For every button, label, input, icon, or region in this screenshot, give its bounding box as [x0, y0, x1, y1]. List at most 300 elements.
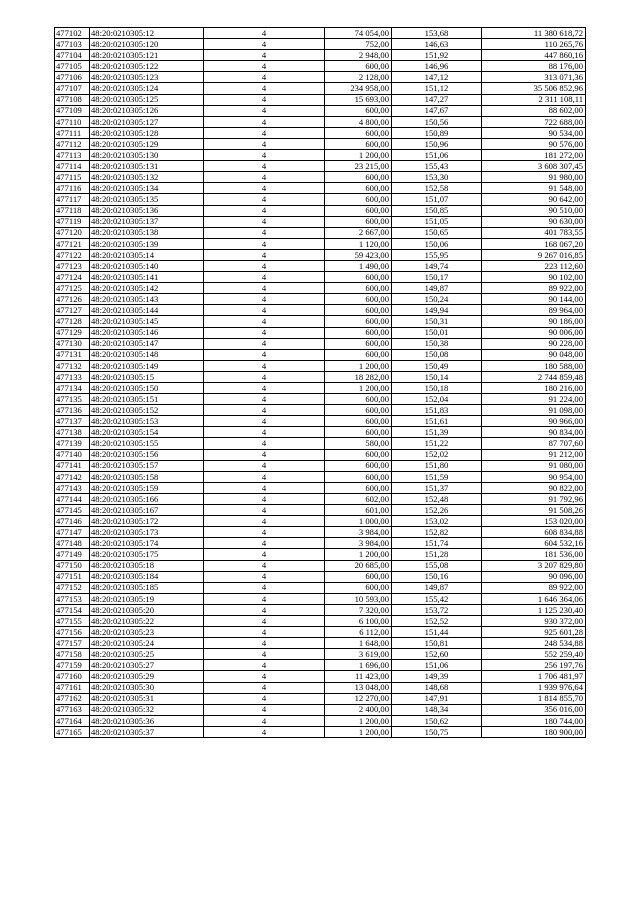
group-number-cell: 4	[204, 360, 325, 371]
cadastral-number-cell: 48:20:0210305:19	[90, 593, 204, 604]
group-number-cell: 4	[204, 627, 325, 638]
cadastral-number-cell: 48:20:0210305:36	[90, 715, 204, 726]
group-number-cell: 4	[204, 172, 325, 183]
cadastral-value-cell: 608 834,88	[482, 527, 586, 538]
group-number-cell: 4	[204, 283, 325, 294]
area-cell: 600,00	[325, 172, 392, 183]
row-id-cell: 477119	[55, 216, 90, 227]
table-row	[55, 360, 586, 371]
cadastral-value-cell: 2 311 108,11	[482, 94, 586, 105]
row-id-cell: 477113	[55, 150, 90, 161]
table-row	[55, 704, 586, 715]
group-number-cell: 4	[204, 682, 325, 693]
group-number-cell: 4	[204, 116, 325, 127]
specific-value-cell: 152,04	[392, 394, 482, 405]
cadastral-value-cell: 1 706 481,97	[482, 671, 586, 682]
area-cell: 15 693,00	[325, 94, 392, 105]
cadastral-number-cell: 48:20:0210305:152	[90, 405, 204, 416]
row-id-cell: 477146	[55, 516, 90, 527]
group-number-cell: 4	[204, 238, 325, 249]
group-number-cell: 4	[204, 505, 325, 516]
table-row	[55, 615, 586, 626]
cadastral-value-cell: 181 272,00	[482, 150, 586, 161]
cadastral-value-cell: 91 080,00	[482, 460, 586, 471]
cadastral-number-cell: 48:20:0210305:129	[90, 138, 204, 149]
cadastral-number-cell: 48:20:0210305:139	[90, 238, 204, 249]
cadastral-value-table	[54, 27, 586, 738]
table-row	[55, 715, 586, 726]
cadastral-number-cell: 48:20:0210305:23	[90, 627, 204, 638]
row-id-cell: 477130	[55, 338, 90, 349]
table-row	[55, 272, 586, 283]
specific-value-cell: 151,80	[392, 460, 482, 471]
cadastral-value-cell: 90 534,00	[482, 127, 586, 138]
cadastral-value-cell: 88 176,00	[482, 61, 586, 72]
row-id-cell: 477125	[55, 283, 90, 294]
cadastral-number-cell: 48:20:0210305:146	[90, 327, 204, 338]
cadastral-number-cell: 48:20:0210305:143	[90, 294, 204, 305]
cadastral-number-cell: 48:20:0210305:24	[90, 638, 204, 649]
group-number-cell: 4	[204, 383, 325, 394]
group-number-cell: 4	[204, 671, 325, 682]
cadastral-number-cell: 48:20:0210305:142	[90, 283, 204, 294]
area-cell: 752,00	[325, 39, 392, 50]
group-number-cell: 4	[204, 249, 325, 260]
cadastral-number-cell: 48:20:0210305:154	[90, 427, 204, 438]
row-id-cell: 477126	[55, 294, 90, 305]
cadastral-value-cell: 1 814 855,70	[482, 693, 586, 704]
row-id-cell: 477162	[55, 693, 90, 704]
table-row	[55, 94, 586, 105]
cadastral-number-cell: 48:20:0210305:12	[90, 28, 204, 39]
cadastral-number-cell: 48:20:0210305:37	[90, 726, 204, 737]
cadastral-value-cell: 90 630,00	[482, 216, 586, 227]
group-number-cell: 4	[204, 482, 325, 493]
cadastral-value-cell: 90 966,00	[482, 416, 586, 427]
row-id-cell: 477115	[55, 172, 90, 183]
cadastral-value-cell: 90 834,00	[482, 427, 586, 438]
specific-value-cell: 151,06	[392, 660, 482, 671]
specific-value-cell: 155,43	[392, 161, 482, 172]
specific-value-cell: 151,83	[392, 405, 482, 416]
cadastral-value-cell: 90 006,00	[482, 327, 586, 338]
cadastral-value-cell: 91 508,26	[482, 505, 586, 516]
specific-value-cell: 152,58	[392, 183, 482, 194]
cadastral-value-cell: 90 642,00	[482, 194, 586, 205]
table-row	[55, 349, 586, 360]
specific-value-cell: 153,02	[392, 516, 482, 527]
cadastral-number-cell: 48:20:0210305:125	[90, 94, 204, 105]
specific-value-cell: 150,89	[392, 127, 482, 138]
table-row	[55, 571, 586, 582]
group-number-cell: 4	[204, 338, 325, 349]
cadastral-value-cell: 89 964,00	[482, 305, 586, 316]
cadastral-value-cell: 1 646 364,06	[482, 593, 586, 604]
cadastral-number-cell: 48:20:0210305:134	[90, 183, 204, 194]
cadastral-value-cell: 90 186,00	[482, 316, 586, 327]
table-row	[55, 726, 586, 737]
group-number-cell: 4	[204, 272, 325, 283]
cadastral-value-cell: 88 602,00	[482, 105, 586, 116]
specific-value-cell: 149,39	[392, 671, 482, 682]
cadastral-value-cell: 90 510,00	[482, 205, 586, 216]
specific-value-cell: 155,08	[392, 560, 482, 571]
row-id-cell: 477155	[55, 615, 90, 626]
specific-value-cell: 152,26	[392, 505, 482, 516]
cadastral-value-cell: 90 228,00	[482, 338, 586, 349]
cadastral-value-cell: 91 224,00	[482, 394, 586, 405]
specific-value-cell: 149,74	[392, 260, 482, 271]
cadastral-value-cell: 90 096,00	[482, 571, 586, 582]
specific-value-cell: 151,28	[392, 549, 482, 560]
group-number-cell: 4	[204, 105, 325, 116]
row-id-cell: 477106	[55, 72, 90, 83]
area-cell: 600,00	[325, 316, 392, 327]
row-id-cell: 477156	[55, 627, 90, 638]
cadastral-number-cell: 48:20:0210305:27	[90, 660, 204, 671]
table-row	[55, 216, 586, 227]
specific-value-cell: 150,49	[392, 360, 482, 371]
cadastral-number-cell: 48:20:0210305:15	[90, 371, 204, 382]
area-cell: 13 048,00	[325, 682, 392, 693]
cadastral-value-cell: 90 048,00	[482, 349, 586, 360]
cadastral-number-cell: 48:20:0210305:153	[90, 416, 204, 427]
group-number-cell: 4	[204, 615, 325, 626]
table-row	[55, 205, 586, 216]
area-cell: 580,00	[325, 438, 392, 449]
row-id-cell: 477145	[55, 505, 90, 516]
area-cell: 7 320,00	[325, 604, 392, 615]
specific-value-cell: 148,34	[392, 704, 482, 715]
cadastral-value-cell: 110 265,76	[482, 39, 586, 50]
table-row	[55, 505, 586, 516]
specific-value-cell: 155,42	[392, 593, 482, 604]
specific-value-cell: 153,72	[392, 604, 482, 615]
cadastral-value-cell: 248 534,88	[482, 638, 586, 649]
area-cell: 59 423,00	[325, 249, 392, 260]
cadastral-value-cell: 3 608 307,45	[482, 161, 586, 172]
area-cell: 600,00	[325, 582, 392, 593]
table-row	[55, 671, 586, 682]
row-id-cell: 477143	[55, 482, 90, 493]
group-number-cell: 4	[204, 471, 325, 482]
group-number-cell: 4	[204, 427, 325, 438]
specific-value-cell: 147,12	[392, 72, 482, 83]
area-cell: 3 619,00	[325, 649, 392, 660]
group-number-cell: 4	[204, 349, 325, 360]
specific-value-cell: 149,94	[392, 305, 482, 316]
group-number-cell: 4	[204, 726, 325, 737]
table-row	[55, 105, 586, 116]
cadastral-number-cell: 48:20:0210305:148	[90, 349, 204, 360]
group-number-cell: 4	[204, 183, 325, 194]
cadastral-value-cell: 91 098,00	[482, 405, 586, 416]
cadastral-number-cell: 48:20:0210305:127	[90, 116, 204, 127]
cadastral-value-cell: 91 792,96	[482, 493, 586, 504]
row-id-cell: 477132	[55, 360, 90, 371]
table-row	[55, 527, 586, 538]
cadastral-value-cell: 1 125 230,40	[482, 604, 586, 615]
table-row	[55, 249, 586, 260]
row-id-cell: 477122	[55, 249, 90, 260]
group-number-cell: 4	[204, 28, 325, 39]
cadastral-number-cell: 48:20:0210305:29	[90, 671, 204, 682]
group-number-cell: 4	[204, 227, 325, 238]
row-id-cell: 477164	[55, 715, 90, 726]
row-id-cell: 477137	[55, 416, 90, 427]
area-cell: 18 282,00	[325, 371, 392, 382]
table-row	[55, 371, 586, 382]
cadastral-number-cell: 48:20:0210305:158	[90, 471, 204, 482]
specific-value-cell: 147,27	[392, 94, 482, 105]
specific-value-cell: 151,61	[392, 416, 482, 427]
row-id-cell: 477128	[55, 316, 90, 327]
area-cell: 600,00	[325, 194, 392, 205]
row-id-cell: 477120	[55, 227, 90, 238]
table-row	[55, 438, 586, 449]
cadastral-number-cell: 48:20:0210305:128	[90, 127, 204, 138]
area-cell: 2 667,00	[325, 227, 392, 238]
specific-value-cell: 153,68	[392, 28, 482, 39]
row-id-cell: 477102	[55, 28, 90, 39]
table-row	[55, 538, 586, 549]
area-cell: 74 054,00	[325, 28, 392, 39]
cadastral-number-cell: 48:20:0210305:167	[90, 505, 204, 516]
specific-value-cell: 151,06	[392, 150, 482, 161]
table-row	[55, 327, 586, 338]
specific-value-cell: 151,59	[392, 471, 482, 482]
table-row	[55, 682, 586, 693]
group-number-cell: 4	[204, 127, 325, 138]
cadastral-value-cell: 11 380 618,72	[482, 28, 586, 39]
row-id-cell: 477163	[55, 704, 90, 715]
table-row	[55, 493, 586, 504]
cadastral-value-cell: 87 707,60	[482, 438, 586, 449]
group-number-cell: 4	[204, 571, 325, 582]
cadastral-value-cell: 2 744 859,48	[482, 371, 586, 382]
cadastral-number-cell: 48:20:0210305:150	[90, 383, 204, 394]
row-id-cell: 477152	[55, 582, 90, 593]
cadastral-number-cell: 48:20:0210305:156	[90, 449, 204, 460]
area-cell: 1 120,00	[325, 238, 392, 249]
group-number-cell: 4	[204, 305, 325, 316]
cadastral-number-cell: 48:20:0210305:175	[90, 549, 204, 560]
table-row	[55, 50, 586, 61]
cadastral-number-cell: 48:20:0210305:184	[90, 571, 204, 582]
table-row	[55, 416, 586, 427]
group-number-cell: 4	[204, 371, 325, 382]
specific-value-cell: 150,18	[392, 383, 482, 394]
row-id-cell: 477111	[55, 127, 90, 138]
cadastral-value-cell: 91 548,00	[482, 183, 586, 194]
row-id-cell: 477135	[55, 394, 90, 405]
cadastral-value-cell: 153 020,00	[482, 516, 586, 527]
area-cell: 4 800,00	[325, 116, 392, 127]
cadastral-number-cell: 48:20:0210305:136	[90, 205, 204, 216]
cadastral-value-cell: 91 212,00	[482, 449, 586, 460]
area-cell: 3 984,00	[325, 527, 392, 538]
cadastral-number-cell: 48:20:0210305:20	[90, 604, 204, 615]
area-cell: 10 593,00	[325, 593, 392, 604]
group-number-cell: 4	[204, 660, 325, 671]
group-number-cell: 4	[204, 216, 325, 227]
cadastral-value-cell: 925 601,28	[482, 627, 586, 638]
cadastral-number-cell: 48:20:0210305:31	[90, 693, 204, 704]
row-id-cell: 477160	[55, 671, 90, 682]
specific-value-cell: 147,91	[392, 693, 482, 704]
area-cell: 2 948,00	[325, 50, 392, 61]
specific-value-cell: 150,96	[392, 138, 482, 149]
cadastral-number-cell: 48:20:0210305:137	[90, 216, 204, 227]
cadastral-value-cell: 722 688,00	[482, 116, 586, 127]
specific-value-cell: 151,37	[392, 482, 482, 493]
specific-value-cell: 150,06	[392, 238, 482, 249]
row-id-cell: 477117	[55, 194, 90, 205]
specific-value-cell: 150,08	[392, 349, 482, 360]
area-cell: 1 490,00	[325, 260, 392, 271]
table-row	[55, 305, 586, 316]
area-cell: 600,00	[325, 283, 392, 294]
table-row	[55, 427, 586, 438]
specific-value-cell: 150,65	[392, 227, 482, 238]
specific-value-cell: 151,92	[392, 50, 482, 61]
table-row	[55, 338, 586, 349]
group-number-cell: 4	[204, 50, 325, 61]
cadastral-number-cell: 48:20:0210305:144	[90, 305, 204, 316]
row-id-cell: 477109	[55, 105, 90, 116]
area-cell: 600,00	[325, 294, 392, 305]
row-id-cell: 477141	[55, 460, 90, 471]
cadastral-number-cell: 48:20:0210305:159	[90, 482, 204, 493]
group-number-cell: 4	[204, 693, 325, 704]
group-number-cell: 4	[204, 260, 325, 271]
table-row	[55, 138, 586, 149]
row-id-cell: 477136	[55, 405, 90, 416]
table-row	[55, 638, 586, 649]
cadastral-number-cell: 48:20:0210305:135	[90, 194, 204, 205]
row-id-cell: 477149	[55, 549, 90, 560]
area-cell: 1 200,00	[325, 383, 392, 394]
area-cell: 12 270,00	[325, 693, 392, 704]
table-body	[55, 28, 586, 738]
cadastral-value-cell: 9 267 016,85	[482, 249, 586, 260]
area-cell: 1 000,00	[325, 516, 392, 527]
cadastral-number-cell: 48:20:0210305:157	[90, 460, 204, 471]
area-cell: 600,00	[325, 216, 392, 227]
group-number-cell: 4	[204, 527, 325, 538]
specific-value-cell: 150,16	[392, 571, 482, 582]
cadastral-value-cell: 1 939 976,64	[482, 682, 586, 693]
group-number-cell: 4	[204, 582, 325, 593]
specific-value-cell: 150,56	[392, 116, 482, 127]
table-row	[55, 260, 586, 271]
area-cell: 600,00	[325, 394, 392, 405]
cadastral-number-cell: 48:20:0210305:141	[90, 272, 204, 283]
specific-value-cell: 152,60	[392, 649, 482, 660]
specific-value-cell: 153,30	[392, 172, 482, 183]
group-number-cell: 4	[204, 194, 325, 205]
cadastral-value-cell: 3 207 829,80	[482, 560, 586, 571]
cadastral-number-cell: 48:20:0210305:138	[90, 227, 204, 238]
specific-value-cell: 150,75	[392, 726, 482, 737]
area-cell: 600,00	[325, 127, 392, 138]
row-id-cell: 477153	[55, 593, 90, 604]
table-row	[55, 604, 586, 615]
cadastral-number-cell: 48:20:0210305:151	[90, 394, 204, 405]
group-number-cell: 4	[204, 560, 325, 571]
table-row	[55, 150, 586, 161]
group-number-cell: 4	[204, 327, 325, 338]
cadastral-number-cell: 48:20:0210305:155	[90, 438, 204, 449]
cadastral-value-cell: 90 144,00	[482, 294, 586, 305]
cadastral-number-cell: 48:20:0210305:147	[90, 338, 204, 349]
cadastral-number-cell: 48:20:0210305:18	[90, 560, 204, 571]
group-number-cell: 4	[204, 438, 325, 449]
row-id-cell: 477123	[55, 260, 90, 271]
specific-value-cell: 150,62	[392, 715, 482, 726]
group-number-cell: 4	[204, 516, 325, 527]
specific-value-cell: 150,85	[392, 205, 482, 216]
specific-value-cell: 150,17	[392, 272, 482, 283]
cadastral-number-cell: 48:20:0210305:149	[90, 360, 204, 371]
row-id-cell: 477116	[55, 183, 90, 194]
cadastral-number-cell: 48:20:0210305:140	[90, 260, 204, 271]
row-id-cell: 477114	[55, 161, 90, 172]
area-cell: 23 215,00	[325, 161, 392, 172]
group-number-cell: 4	[204, 294, 325, 305]
area-cell: 2 400,00	[325, 704, 392, 715]
cadastral-number-cell: 48:20:0210305:14	[90, 249, 204, 260]
row-id-cell: 477144	[55, 493, 90, 504]
group-number-cell: 4	[204, 72, 325, 83]
specific-value-cell: 151,12	[392, 83, 482, 94]
row-id-cell: 477108	[55, 94, 90, 105]
row-id-cell: 477110	[55, 116, 90, 127]
group-number-cell: 4	[204, 593, 325, 604]
group-number-cell: 4	[204, 39, 325, 50]
area-cell: 20 685,00	[325, 560, 392, 571]
table-row	[55, 471, 586, 482]
cadastral-value-cell: 930 372,00	[482, 615, 586, 626]
cadastral-number-cell: 48:20:0210305:124	[90, 83, 204, 94]
row-id-cell: 477127	[55, 305, 90, 316]
cadastral-value-cell: 604 532,16	[482, 538, 586, 549]
area-cell: 1 200,00	[325, 726, 392, 737]
area-cell: 1 696,00	[325, 660, 392, 671]
group-number-cell: 4	[204, 649, 325, 660]
area-cell: 600,00	[325, 305, 392, 316]
table-row	[55, 39, 586, 50]
row-id-cell: 477151	[55, 571, 90, 582]
cadastral-number-cell: 48:20:0210305:185	[90, 582, 204, 593]
row-id-cell: 477129	[55, 327, 90, 338]
row-id-cell: 477148	[55, 538, 90, 549]
cadastral-number-cell: 48:20:0210305:22	[90, 615, 204, 626]
area-cell: 600,00	[325, 416, 392, 427]
row-id-cell: 477118	[55, 205, 90, 216]
cadastral-number-cell: 48:20:0210305:166	[90, 493, 204, 504]
specific-value-cell: 150,24	[392, 294, 482, 305]
specific-value-cell: 152,82	[392, 527, 482, 538]
specific-value-cell: 152,48	[392, 493, 482, 504]
row-id-cell: 477131	[55, 349, 90, 360]
cadastral-number-cell: 48:20:0210305:121	[90, 50, 204, 61]
area-cell: 3 984,00	[325, 538, 392, 549]
cadastral-number-cell: 48:20:0210305:122	[90, 61, 204, 72]
group-number-cell: 4	[204, 138, 325, 149]
cadastral-value-cell: 447 860,16	[482, 50, 586, 61]
cadastral-value-cell: 91 980,00	[482, 172, 586, 183]
